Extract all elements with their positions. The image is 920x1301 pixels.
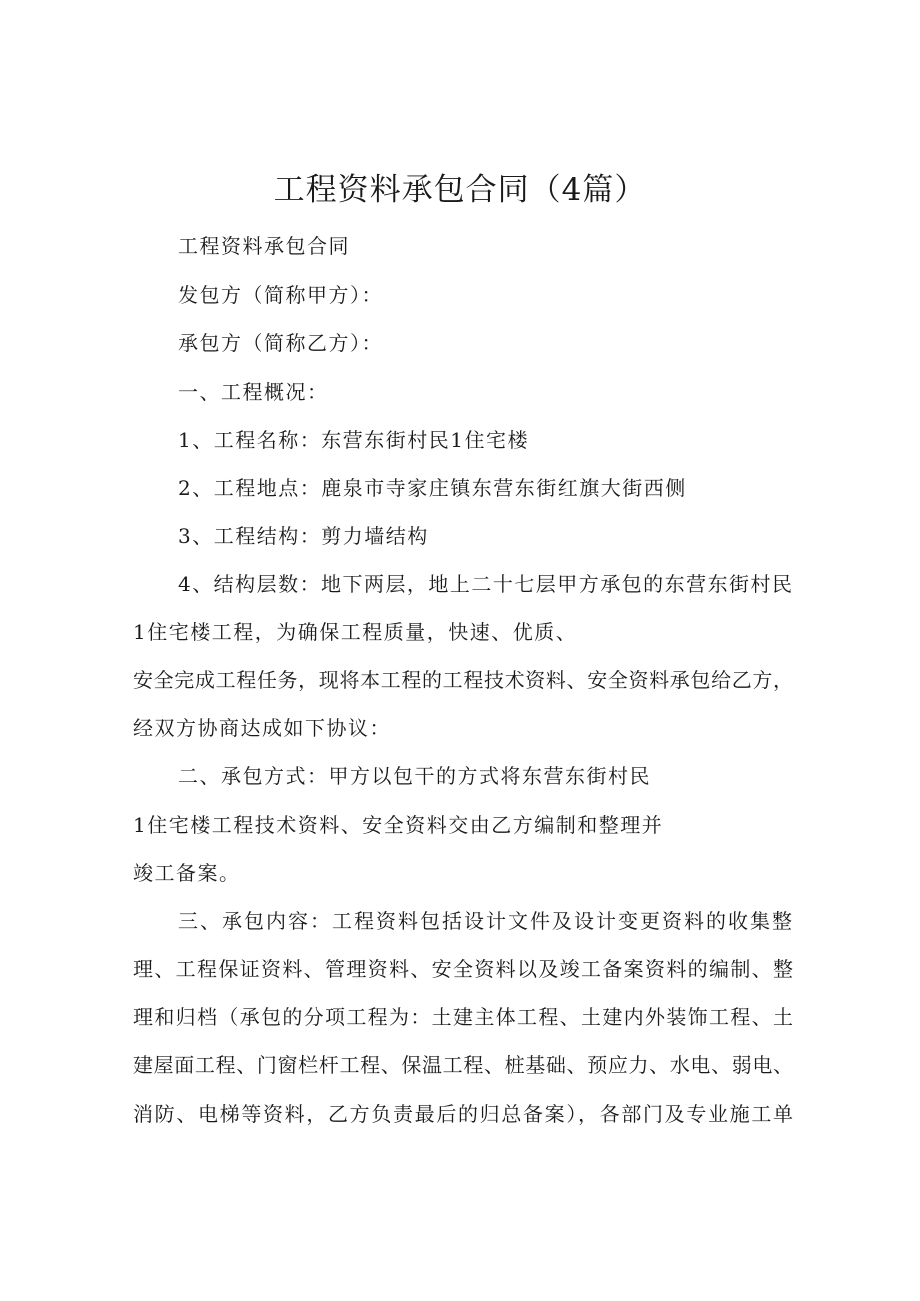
text-line: 工程资料承包合同: [178, 234, 350, 258]
text-line: 1、工程名称：东营东街村民1住宅楼: [178, 428, 529, 452]
text-line: 经双方协商达成如下协议：: [133, 716, 391, 740]
text-line: 发包方（简称甲方）：: [178, 283, 383, 307]
text-line: 三、承包内容：工程资料包括设计文件及设计变更资料的收集整: [178, 909, 792, 933]
text-line: 竣工备案。: [133, 861, 241, 885]
text-line: 消防、电梯等资料，乙方负责最后的归总备案），各部门及专业施工单: [133, 1102, 793, 1126]
text-line: 2、工程地点：鹿泉市寺家庄镇东营东街红旗大街西侧: [178, 476, 687, 500]
text-line: 3、工程结构：剪力墙结构: [178, 524, 429, 548]
text-line: 安全完成工程任务，现将本工程的工程技术资料、安全资料承包给乙方，: [133, 668, 793, 692]
text-line: 1住宅楼工程，为确保工程质量，快速、优质、: [133, 620, 578, 644]
text-line: 一、工程概况：: [178, 380, 329, 404]
text-line: 理、工程保证资料、管理资料、安全资料以及竣工备案资料的编制、整: [133, 957, 793, 981]
text-line: 承包方（简称乙方）：: [178, 331, 383, 355]
text-line: 4、结构层数：地下两层，地上二十七层甲方承包的东营东街村民: [178, 572, 792, 596]
text-line: 1住宅楼工程技术资料、安全资料交由乙方编制和整理并: [133, 813, 664, 837]
text-line: 理和归档（承包的分项工程为：土建主体工程、土建内外装饰工程、土: [133, 1005, 793, 1029]
text-line: 二、承包方式：甲方以包干的方式将东营东街村民: [178, 764, 651, 788]
document-title: 工程资料承包合同（4篇）: [273, 172, 647, 208]
text-line: 建屋面工程、门窗栏杆工程、保温工程、桩基础、预应力、水电、弱电、: [133, 1053, 793, 1077]
